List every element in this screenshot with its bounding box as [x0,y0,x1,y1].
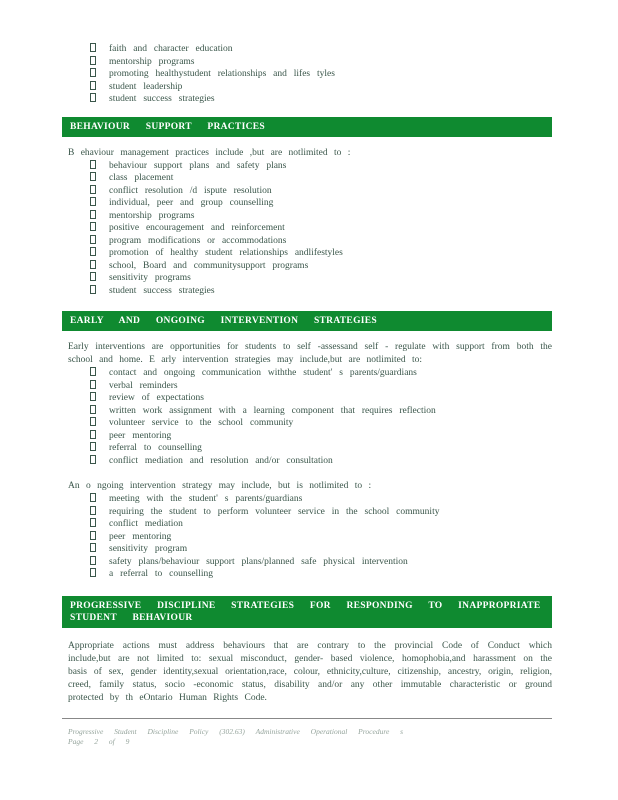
section-title: EARLY AND ONGOING INTERVENTION STRATEGIES [70,316,377,326]
list-item-text: student success strategies [109,285,215,296]
bullet-box-icon [90,506,96,515]
section-header-progressive-discipline [62,596,552,628]
section-title: BEHAVIOUR SUPPORT PRACTICES [70,121,265,132]
bullet-box-icon [90,43,96,52]
list-item [90,568,552,581]
section-intro-paragraph: B ehaviour management practices include ,but are notlimited to : [68,147,351,158]
bullet-box-icon [90,260,96,269]
bullet-box-icon [90,210,96,219]
list-item [90,93,552,106]
list-item-text: sensitivity program [109,544,188,554]
list-item [90,68,552,81]
section-header-early-ongoing-intervention [62,311,552,331]
list-item [90,417,552,430]
list-item [90,160,552,173]
list-item-text: conflict mediation [109,519,183,529]
intro-bullet-list [62,43,552,106]
list-item [90,235,552,248]
list-item-text: program modifications or accommodations [109,235,287,246]
bullet-box-icon [90,185,96,194]
list-item [90,272,552,285]
list-item-text: written work assignment with a learning component that requires reflection [109,405,436,416]
early-intervention-list [62,367,552,467]
footer-doc-title: Progressive Student Discipline Policy (302.63) Administrative Operational Procedure s [68,726,404,736]
bullet-box-icon [90,160,96,169]
list-item-text: behaviour support plans and safety plans [109,160,287,171]
list-item [90,247,552,260]
bullet-box-icon [90,518,96,527]
list-item [90,285,552,298]
bullet-box-icon [90,531,96,540]
ongoing-intervention-list [62,493,552,581]
list-item [90,260,552,273]
list-item-text: promotion of healthy student relationships andlifestyles [109,248,343,258]
bullet-box-icon [90,442,96,451]
bullet-box-icon [90,172,96,181]
bullet-box-icon [90,235,96,244]
list-item-text: positive encouragement and reinforcement [109,223,285,233]
bullet-box-icon [90,285,96,294]
bullet-box-icon [90,380,96,389]
list-item-text: mentorship programs [109,210,195,221]
list-item-text: mentorship programs [109,56,195,67]
list-item [90,405,552,418]
bullet-box-icon [90,93,96,102]
list-item [90,380,552,393]
list-item-text: meeting with the student' s parents/guardians [109,494,303,504]
list-item-text: school, Board and communitysupport programs [109,260,309,271]
list-item-text: verbal reminders [109,380,178,391]
list-item-text: faith and character education [109,44,233,54]
bullet-box-icon [90,367,96,376]
ongoing-intervention-paragraph: An o ngoing intervention strategy may include, but is notlimited to : [68,481,372,491]
bullet-box-icon [90,556,96,565]
section-intro-paragraph: Early interventions are opportunities for students to self -assessand self - regulate with support from both the school and home. E arly intervention strategies may include,but are notlimited to: [68,342,552,365]
list-item-text: promoting healthystudent relationships and lifes tyles [109,69,335,79]
list-item [90,43,552,56]
list-item-text: peer mentoring [109,430,172,441]
list-item-text: student success strategies [109,94,215,104]
list-item-text: requiring the student to perform volunteer service in the school community [109,506,440,517]
footer-divider [62,718,552,719]
list-item [90,506,552,519]
bullet-box-icon [90,405,96,414]
bullet-box-icon [90,543,96,552]
list-item [90,81,552,94]
list-item [90,392,552,405]
bullet-box-icon [90,430,96,439]
list-item-text: a referral to counselling [109,569,213,579]
list-item-text: individual, peer and group counselling [109,198,274,208]
bullet-box-icon [90,272,96,281]
behaviour-support-list [62,160,552,298]
list-item [90,56,552,69]
list-item [90,518,552,531]
bullet-box-icon [90,68,96,77]
list-item-text: student leadership [109,81,183,92]
list-item-text: class placement [109,173,174,183]
document-content [62,0,552,747]
bullet-box-icon [90,392,96,401]
bullet-box-icon [90,493,96,502]
list-item-text: review of expectations [109,393,204,403]
list-item [90,442,552,455]
list-item [90,210,552,223]
bullet-box-icon [90,197,96,206]
list-item [90,197,552,210]
list-item [90,185,552,198]
progressive-discipline-paragraph: Appropriate actions must address behaviours that are contrary to the provincial Code of Conduct which include,but are not limited to: sexual misconduct, gender- based violence, homophobia,and harassment on the basis of sex, gender identity,sexual orientation,race, colour, ethnicity,culture, citizenship, ancestry, origin, religion, creed, family status, socio -economic status, disability and/or any other immutable characteristic or ground protected by th eOntario Human Rights Code. [68,640,552,703]
list-item [90,493,552,506]
list-item [90,367,552,380]
section-title-line-2: STUDENT BEHAVIOUR [70,612,193,623]
list-item-text: contact and ongoing communication withthe student' s parents/guardians [109,368,417,378]
list-item [90,556,552,569]
list-item-text: safety plans/behaviour support plans/planned safe physical intervention [109,556,408,567]
list-item [90,531,552,544]
list-item [90,543,552,556]
bullet-box-icon [90,568,96,577]
list-item-text: referral to counselling [109,443,202,453]
list-item-text: volunteer service to the school community [109,418,294,428]
bullet-box-icon [90,81,96,90]
section-header-behaviour-support-practices [62,117,552,137]
list-item [90,455,552,468]
list-item-text: conflict mediation and resolution and/or consultation [109,455,333,466]
footer-page-number: Page 2 of 9 [68,736,130,746]
list-item [90,430,552,443]
list-item-text: sensitivity programs [109,273,191,283]
list-item [90,222,552,235]
bullet-box-icon [90,222,96,231]
bullet-box-icon [90,417,96,426]
section-title-line-1: PROGRESSIVE DISCIPLINE STRATEGIES FOR RESPONDING TO INAPPROPRIATE [70,600,541,611]
list-item [90,172,552,185]
bullet-box-icon [90,247,96,256]
list-item-text: conflict resolution /d ispute resolution [109,185,272,196]
bullet-box-icon [90,56,96,65]
bullet-box-icon [90,455,96,464]
list-item-text: peer mentoring [109,531,172,542]
page-footer [68,727,552,747]
